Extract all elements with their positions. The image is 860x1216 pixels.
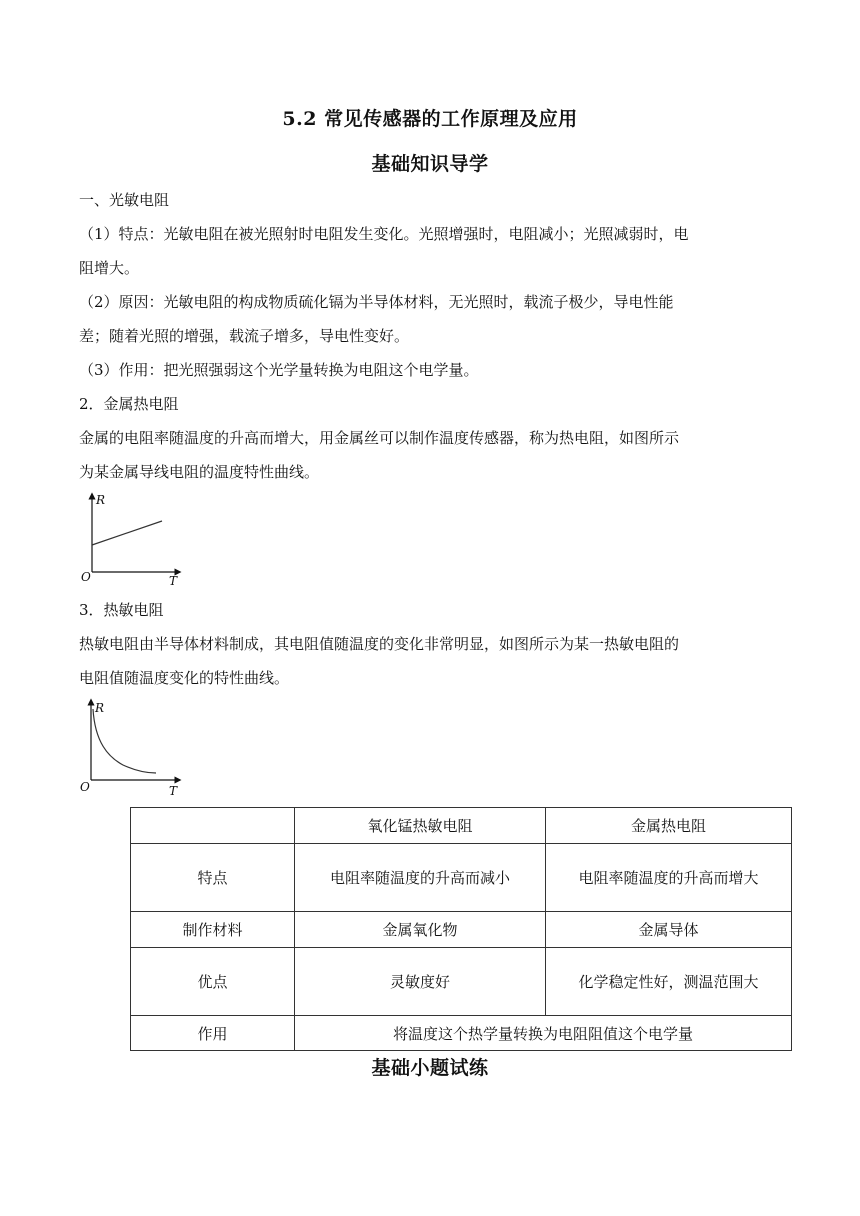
table-header-cell: 氧化锰热敏电阻 xyxy=(295,808,546,844)
footer-section-title: 基础小题试练 xyxy=(371,1057,489,1079)
table-cell-merged: 将温度这个热学量转换为电阻阻值这个电学量 xyxy=(295,1016,792,1051)
s1-para1-line2: 阻增大。 xyxy=(79,259,140,277)
s3-heading: 3．热敏电阻 xyxy=(79,601,164,619)
x-axis-label: T xyxy=(169,574,178,588)
s1-para2-line1: （2）原因：光敏电阻的构成物质硫化镉为半导体材料，无光照时，载流子极少，导电性能 xyxy=(79,293,674,311)
s1-para1-line1: （1）特点：光敏电阻在被光照射时电阻发生变化。光照增强时，电阻减小；光照减弱时，电 xyxy=(79,225,689,243)
origin-label: O xyxy=(81,570,91,584)
table-row xyxy=(131,1016,792,1051)
linear-curve xyxy=(92,521,162,545)
decay-curve xyxy=(93,709,156,773)
table-row xyxy=(131,844,792,912)
thermistor-graph xyxy=(78,697,188,799)
origin-label: O xyxy=(80,780,90,794)
s2-para-line2: 为某金属导线电阻的温度特性曲线。 xyxy=(79,463,320,481)
s3-para-line2: 电阻值随温度变化的特性曲线。 xyxy=(79,669,290,687)
s2-para-line1: 金属的电阻率随温度的升高而增大，用金属丝可以制作温度传感器，称为热电阻，如图所示 xyxy=(79,429,680,447)
table-cell: 金属导体 xyxy=(546,912,792,948)
row-label: 作用 xyxy=(131,1016,295,1051)
section-title: 基础知识导学 xyxy=(371,153,489,175)
s1-para2-line2: 差；随着光照的增强，载流子增多，导电性变好。 xyxy=(79,327,410,345)
row-label: 优点 xyxy=(131,948,295,1016)
table-cell: 电阻率随温度的升高而减小 xyxy=(295,844,546,912)
page-title: 5.2 常见传感器的工作原理及应用 xyxy=(282,108,578,130)
table-row xyxy=(131,948,792,1016)
table-cell: 化学稳定性好，测温范围大 xyxy=(546,948,792,1016)
row-label: 特点 xyxy=(131,844,295,912)
table-header-row xyxy=(131,808,792,844)
comparison-table xyxy=(130,807,792,1051)
metal-resistor-graph xyxy=(78,490,188,590)
s2-heading: 2．金属热电阻 xyxy=(79,395,179,413)
row-label: 制作材料 xyxy=(131,912,295,948)
table-header-cell: 金属热电阻 xyxy=(546,808,792,844)
y-axis-label: R xyxy=(96,493,106,507)
table-row xyxy=(131,912,792,948)
s1-heading: 一、光敏电阻 xyxy=(79,191,170,209)
table-cell: 灵敏度好 xyxy=(295,948,546,1016)
s1-para3: （3）作用：把光照强弱这个光学量转换为电阻这个电学量。 xyxy=(79,361,479,379)
y-axis-label: R xyxy=(95,701,105,715)
x-axis-label: T xyxy=(169,784,178,798)
table-cell: 金属氧化物 xyxy=(295,912,546,948)
s3-para-line1: 热敏电阻由半导体材料制成，其电阻值随温度的变化非常明显，如图所示为某一热敏电阻的 xyxy=(79,635,680,653)
table-cell: 电阻率随温度的升高而增大 xyxy=(546,844,792,912)
table-header-cell-empty xyxy=(131,808,295,844)
